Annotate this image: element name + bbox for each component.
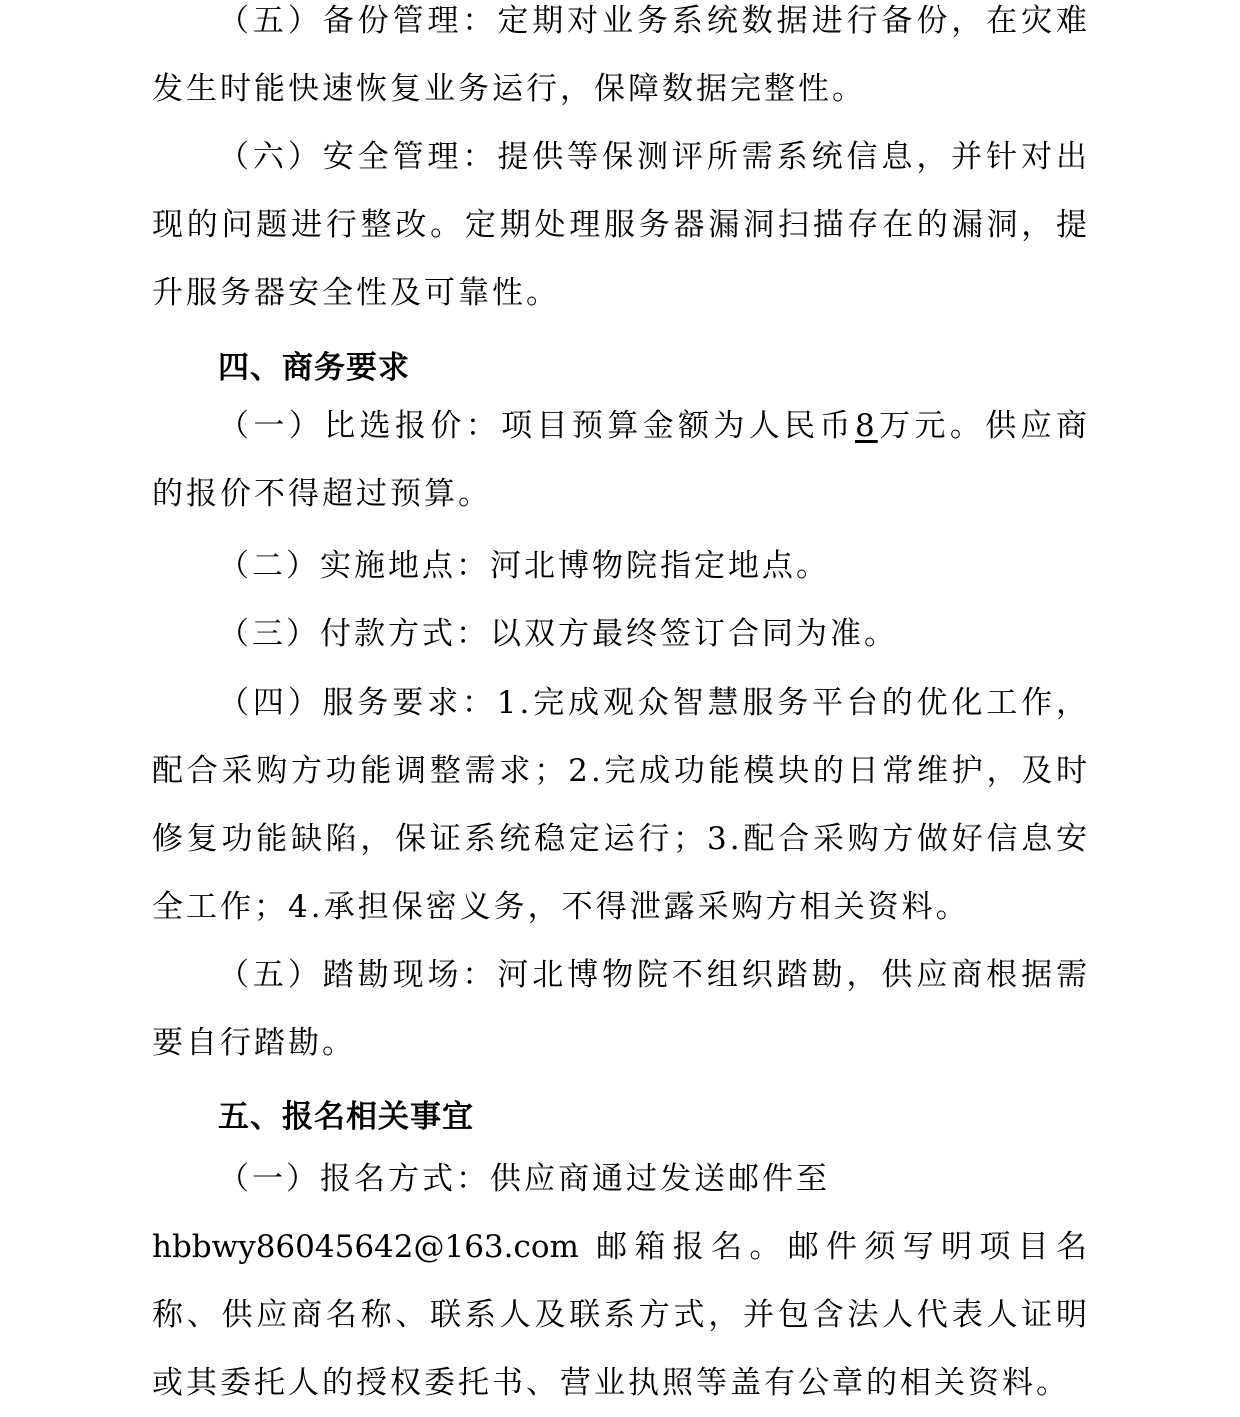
quotation-text-after: 万元。供应商的报价不得超过预算。 bbox=[152, 408, 1091, 512]
section-heading-registration: 五、报名相关事宜 bbox=[218, 1099, 474, 1135]
paragraph-quotation bbox=[152, 392, 1090, 528]
paragraph-registration-method bbox=[152, 1145, 1090, 1417]
paragraph-payment: （三）付款方式：以双方最终签订合同为准。 bbox=[218, 616, 898, 652]
registration-text-intro: （一）报名方式：供应商通过发送邮件至 bbox=[218, 1161, 830, 1197]
paragraph-security-management: （六）安全管理：提供等保测评所需系统信息，并针对出现的问题进行整改。定期处理服务器漏洞扫描存在的漏洞，提升服务器安全性及可靠性。 bbox=[152, 139, 1090, 311]
registration-email: hbbwy86045642@163.com bbox=[152, 1229, 579, 1265]
registration-text-rest: 邮箱报名。邮件须写明项目名称、供应商名称、联系人及联系方式，并包含法人代表人证明或其委托人的授权委托书、营业执照等盖有公章的相关资料。 bbox=[152, 1229, 1090, 1401]
paragraph-service-requirements: （四）服务要求：1.完成观众智慧服务平台的优化工作，配合采购方功能调整需求；2.完成功能模块的日常维护，及时修复功能缺陷，保证系统稳定运行；3.配合采购方做好信息安全工作；4.承担保密义务，不得泄露采购方相关资料。 bbox=[152, 685, 1090, 925]
quotation-text-before: （一）比选报价：项目预算金额为人民币 bbox=[218, 408, 855, 444]
paragraph-backup-management: （五）备份管理：定期对业务系统数据进行备份，在灾难发生时能快速恢复业务运行，保障数据完整性。 bbox=[152, 3, 1090, 107]
section-heading-business-requirements: 四、商务要求 bbox=[218, 350, 410, 386]
paragraph-site-survey: （五）踏勘现场：河北博物院不组织踏勘，供应商根据需要自行踏勘。 bbox=[152, 957, 1090, 1061]
budget-amount: 8 bbox=[854, 408, 878, 444]
paragraph-location: （二）实施地点：河北博物院指定地点。 bbox=[218, 548, 830, 584]
